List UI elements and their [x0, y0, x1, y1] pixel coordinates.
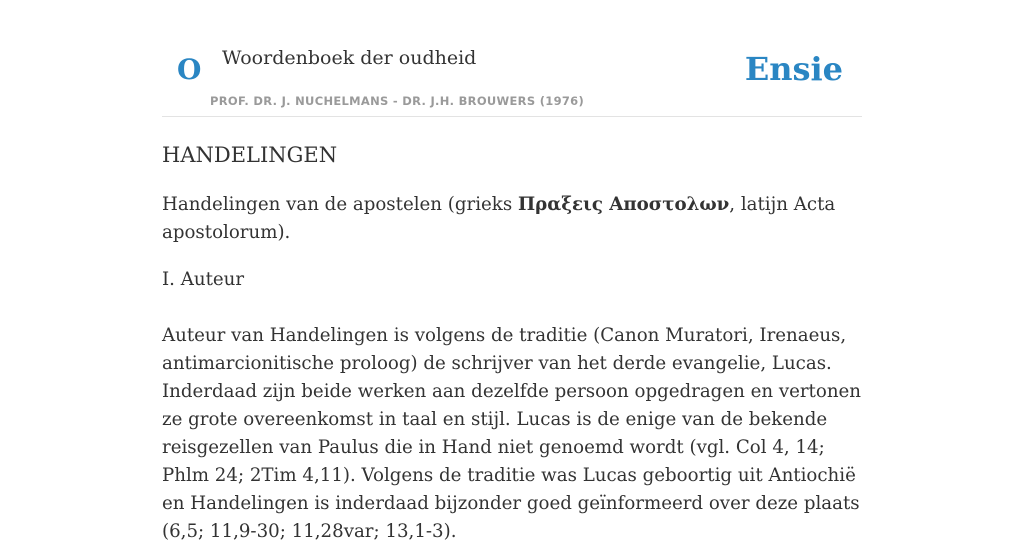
article-content	[162, 138, 862, 546]
body-paragraph: Auteur van Handelingen is volgens de traditie (Canon Muratori, Irenaeus, antimarcionitische proloog) de schrijver van het derde evangelie, Lucas. Inderdaad zijn beide werken aan dezelfde persoon opgedragen en vertonen ze grote overeenkomst in taal en stijl. Lucas is de enige van de bekende reisgezellen van Paulus die in Hand niet genoemd wordt (vgl. Col 4, 14; Phlm 24; 2Tim 4,11). Volgens de traditie was Lucas geboortig uit Antiochië en Handelingen is inderdaad bijzonder goed geïnformeerd over deze plaats (6,5; 11,9-30; 11,28var; 13,1-3).	[162, 325, 862, 542]
section-heading: I. Auteur	[162, 269, 245, 290]
ensie-logo[interactable]: Ensie	[744, 50, 843, 88]
dictionary-title[interactable]: Woordenboek der oudheid	[222, 47, 477, 69]
dictionary-logo-letter[interactable]: O	[177, 53, 202, 86]
dictionary-authors: PROF. DR. J. NUCHELMANS - DR. J.H. BROUWERS (1976)	[210, 94, 585, 108]
intro-paragraph	[162, 191, 862, 247]
intro-text-before: Handelingen van de apostelen (grieks	[162, 194, 518, 215]
intro-text-after: , latijn Acta apostolorum).	[162, 194, 836, 243]
greek-title: Πραξεις Αποστολων	[517, 194, 730, 215]
entry-title: HANDELINGEN	[162, 143, 338, 167]
page-header	[162, 0, 862, 117]
